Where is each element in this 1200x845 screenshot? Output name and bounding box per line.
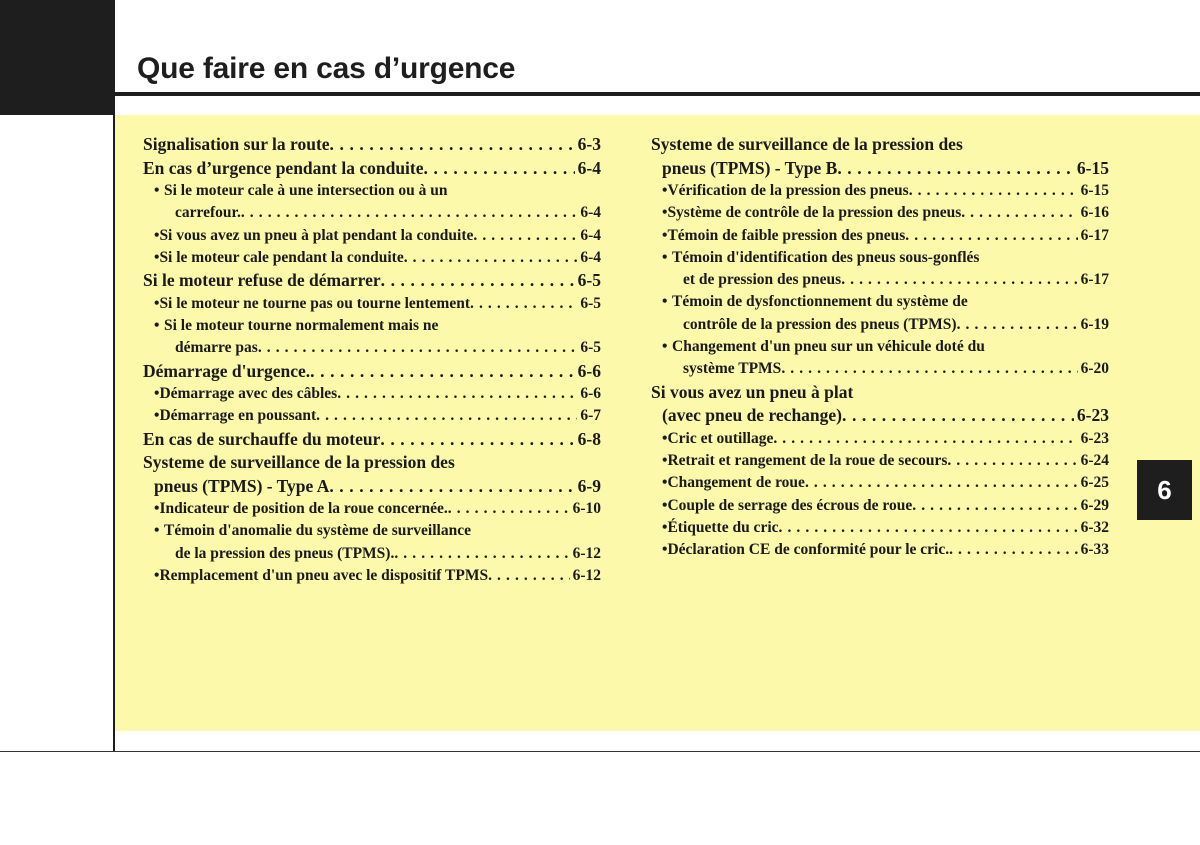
toc-subentry[interactable]: • Témoin d'anomalie du système de surveillance <box>143 520 601 542</box>
toc-subentry-continuation[interactable]: système TPMS . . . 6-20 <box>651 358 1109 380</box>
bullet-icon: • <box>662 226 668 244</box>
toc-subentry-continuation[interactable]: démarre pas . . . 6-5 <box>143 337 601 359</box>
toc-subentry-continuation[interactable]: contrôle de la pression des pneus (TPMS) . . . 6-19 <box>651 314 1109 336</box>
toc-subentry[interactable]: • Étiquette du cric . . . 6-32 <box>651 517 1109 539</box>
toc-subentry[interactable]: • Système de contrôle de la pression des pneus . . . 6-16 <box>651 202 1109 224</box>
bullet-icon: • <box>154 294 160 312</box>
toc-subentry[interactable]: • Si le moteur ne tourne pas ou tourne lentement . . . 6-5 <box>143 293 601 315</box>
bullet-icon: • <box>154 182 160 199</box>
toc-subentry[interactable]: • Déclaration CE de conformité pour le cric. . . . 6-33 <box>651 539 1109 561</box>
toc-entry[interactable]: Systeme de surveillance de la pression des <box>651 134 963 154</box>
page-title: Que faire en cas d’urgence <box>137 52 516 85</box>
toc-entry[interactable]: Systeme de surveillance de la pression des <box>143 452 455 473</box>
toc-subentry[interactable]: • Changement de roue . . . 6-25 <box>651 472 1109 494</box>
toc-subentry[interactable]: • Démarrage en poussant . . . 6-7 <box>143 405 601 427</box>
header-black-block <box>0 0 114 115</box>
toc-entry-continuation[interactable]: pneus (TPMS) - Type B . . . 6-15 <box>651 157 1109 181</box>
bullet-icon: • <box>154 248 160 266</box>
bullet-icon: • <box>662 204 668 222</box>
toc-entry[interactable]: Si le moteur refuse de démarrer . . . 6-5 <box>143 269 601 293</box>
bullet-icon: • <box>662 248 668 266</box>
bullet-icon: • <box>154 407 160 425</box>
toc-subentry-continuation[interactable]: carrefour. . . . 6-4 <box>143 202 601 224</box>
toc-subentry[interactable]: • Si le moteur cale pendant la conduite . . . 6-4 <box>143 247 601 269</box>
bullet-icon: • <box>154 567 160 585</box>
toc-entry[interactable]: Démarrage d'urgence. . . . 6-6 <box>143 360 601 384</box>
toc-entry[interactable]: En cas d’urgence pendant la conduite . . . 6-4 <box>143 157 601 181</box>
bullet-icon: • <box>662 182 668 199</box>
bullet-icon: • <box>154 385 160 403</box>
toc-subentry-continuation[interactable]: et de pression des pneus . . . 6-17 <box>651 269 1109 291</box>
bullet-icon: • <box>662 451 668 469</box>
toc-subentry[interactable]: • Si vous avez un pneu à plat pendant la conduite . . . 6-4 <box>143 225 601 247</box>
footer-rule <box>0 751 1200 752</box>
bullet-icon: • <box>154 500 160 518</box>
toc-subentry[interactable]: • Témoin de faible pression des pneus . . . 6-17 <box>651 225 1109 247</box>
title-underline <box>115 92 1200 96</box>
bullet-icon: • <box>662 429 668 447</box>
toc-column-right <box>651 133 1109 561</box>
toc-subentry[interactable]: • Démarrage avec des câbles . . . 6-6 <box>143 383 601 405</box>
toc-entry-continuation[interactable]: pneus (TPMS) - Type A . . . 6-9 <box>143 475 601 499</box>
bullet-icon: • <box>662 541 668 559</box>
toc-entry[interactable]: Signalisation sur la route . . . 6-3 <box>143 133 601 157</box>
toc-subentry[interactable]: • Vérification de la pression des pneus . . . 6-15 <box>651 180 1109 202</box>
toc-subentry[interactable]: • Témoin d'identification des pneus sous-gonflés <box>651 247 1109 269</box>
toc-entry[interactable]: En cas de surchauffe du moteur . . . 6-8 <box>143 428 601 452</box>
bullet-icon: • <box>662 496 668 514</box>
toc-subentry[interactable]: • Remplacement d'un pneu avec le dispositif TPMS . . . 6-12 <box>143 565 601 587</box>
toc-entry-continuation[interactable]: (avec pneu de rechange) . . . 6-23 <box>651 404 1109 428</box>
bullet-icon: • <box>154 316 160 334</box>
chapter-tab[interactable]: 6 <box>1137 460 1192 520</box>
toc-subentry[interactable]: • Cric et outillage . . . 6-23 <box>651 428 1109 450</box>
toc-subentry[interactable]: • Si le moteur tourne normalement mais ne <box>143 315 601 337</box>
toc-subentry[interactable]: • Couple de serrage des écrous de roue . . . 6-29 <box>651 495 1109 517</box>
toc-subentry[interactable]: • Si le moteur cale à une intersection ou à un <box>143 180 601 202</box>
toc-column-left <box>143 133 601 587</box>
bullet-icon: • <box>154 522 160 540</box>
toc-subentry[interactable]: • Changement d'un pneu sur un véhicule doté du <box>651 336 1109 358</box>
bullet-icon: • <box>662 474 668 492</box>
toc-subentry[interactable]: • Retrait et rangement de la roue de secours . . . 6-24 <box>651 450 1109 472</box>
toc-entry[interactable]: Si vous avez un pneu à plat <box>651 381 854 402</box>
bullet-icon: • <box>662 338 668 356</box>
bullet-icon: • <box>154 226 160 244</box>
toc-subentry[interactable]: • Témoin de dysfonctionnement du système de <box>651 291 1109 313</box>
bullet-icon: • <box>662 293 668 311</box>
toc-subentry-continuation[interactable]: de la pression des pneus (TPMS). . . . 6-12 <box>143 543 601 565</box>
toc-subentry[interactable]: • Indicateur de position de la roue concernée. . . . 6-10 <box>143 498 601 520</box>
bullet-icon: • <box>662 518 668 536</box>
